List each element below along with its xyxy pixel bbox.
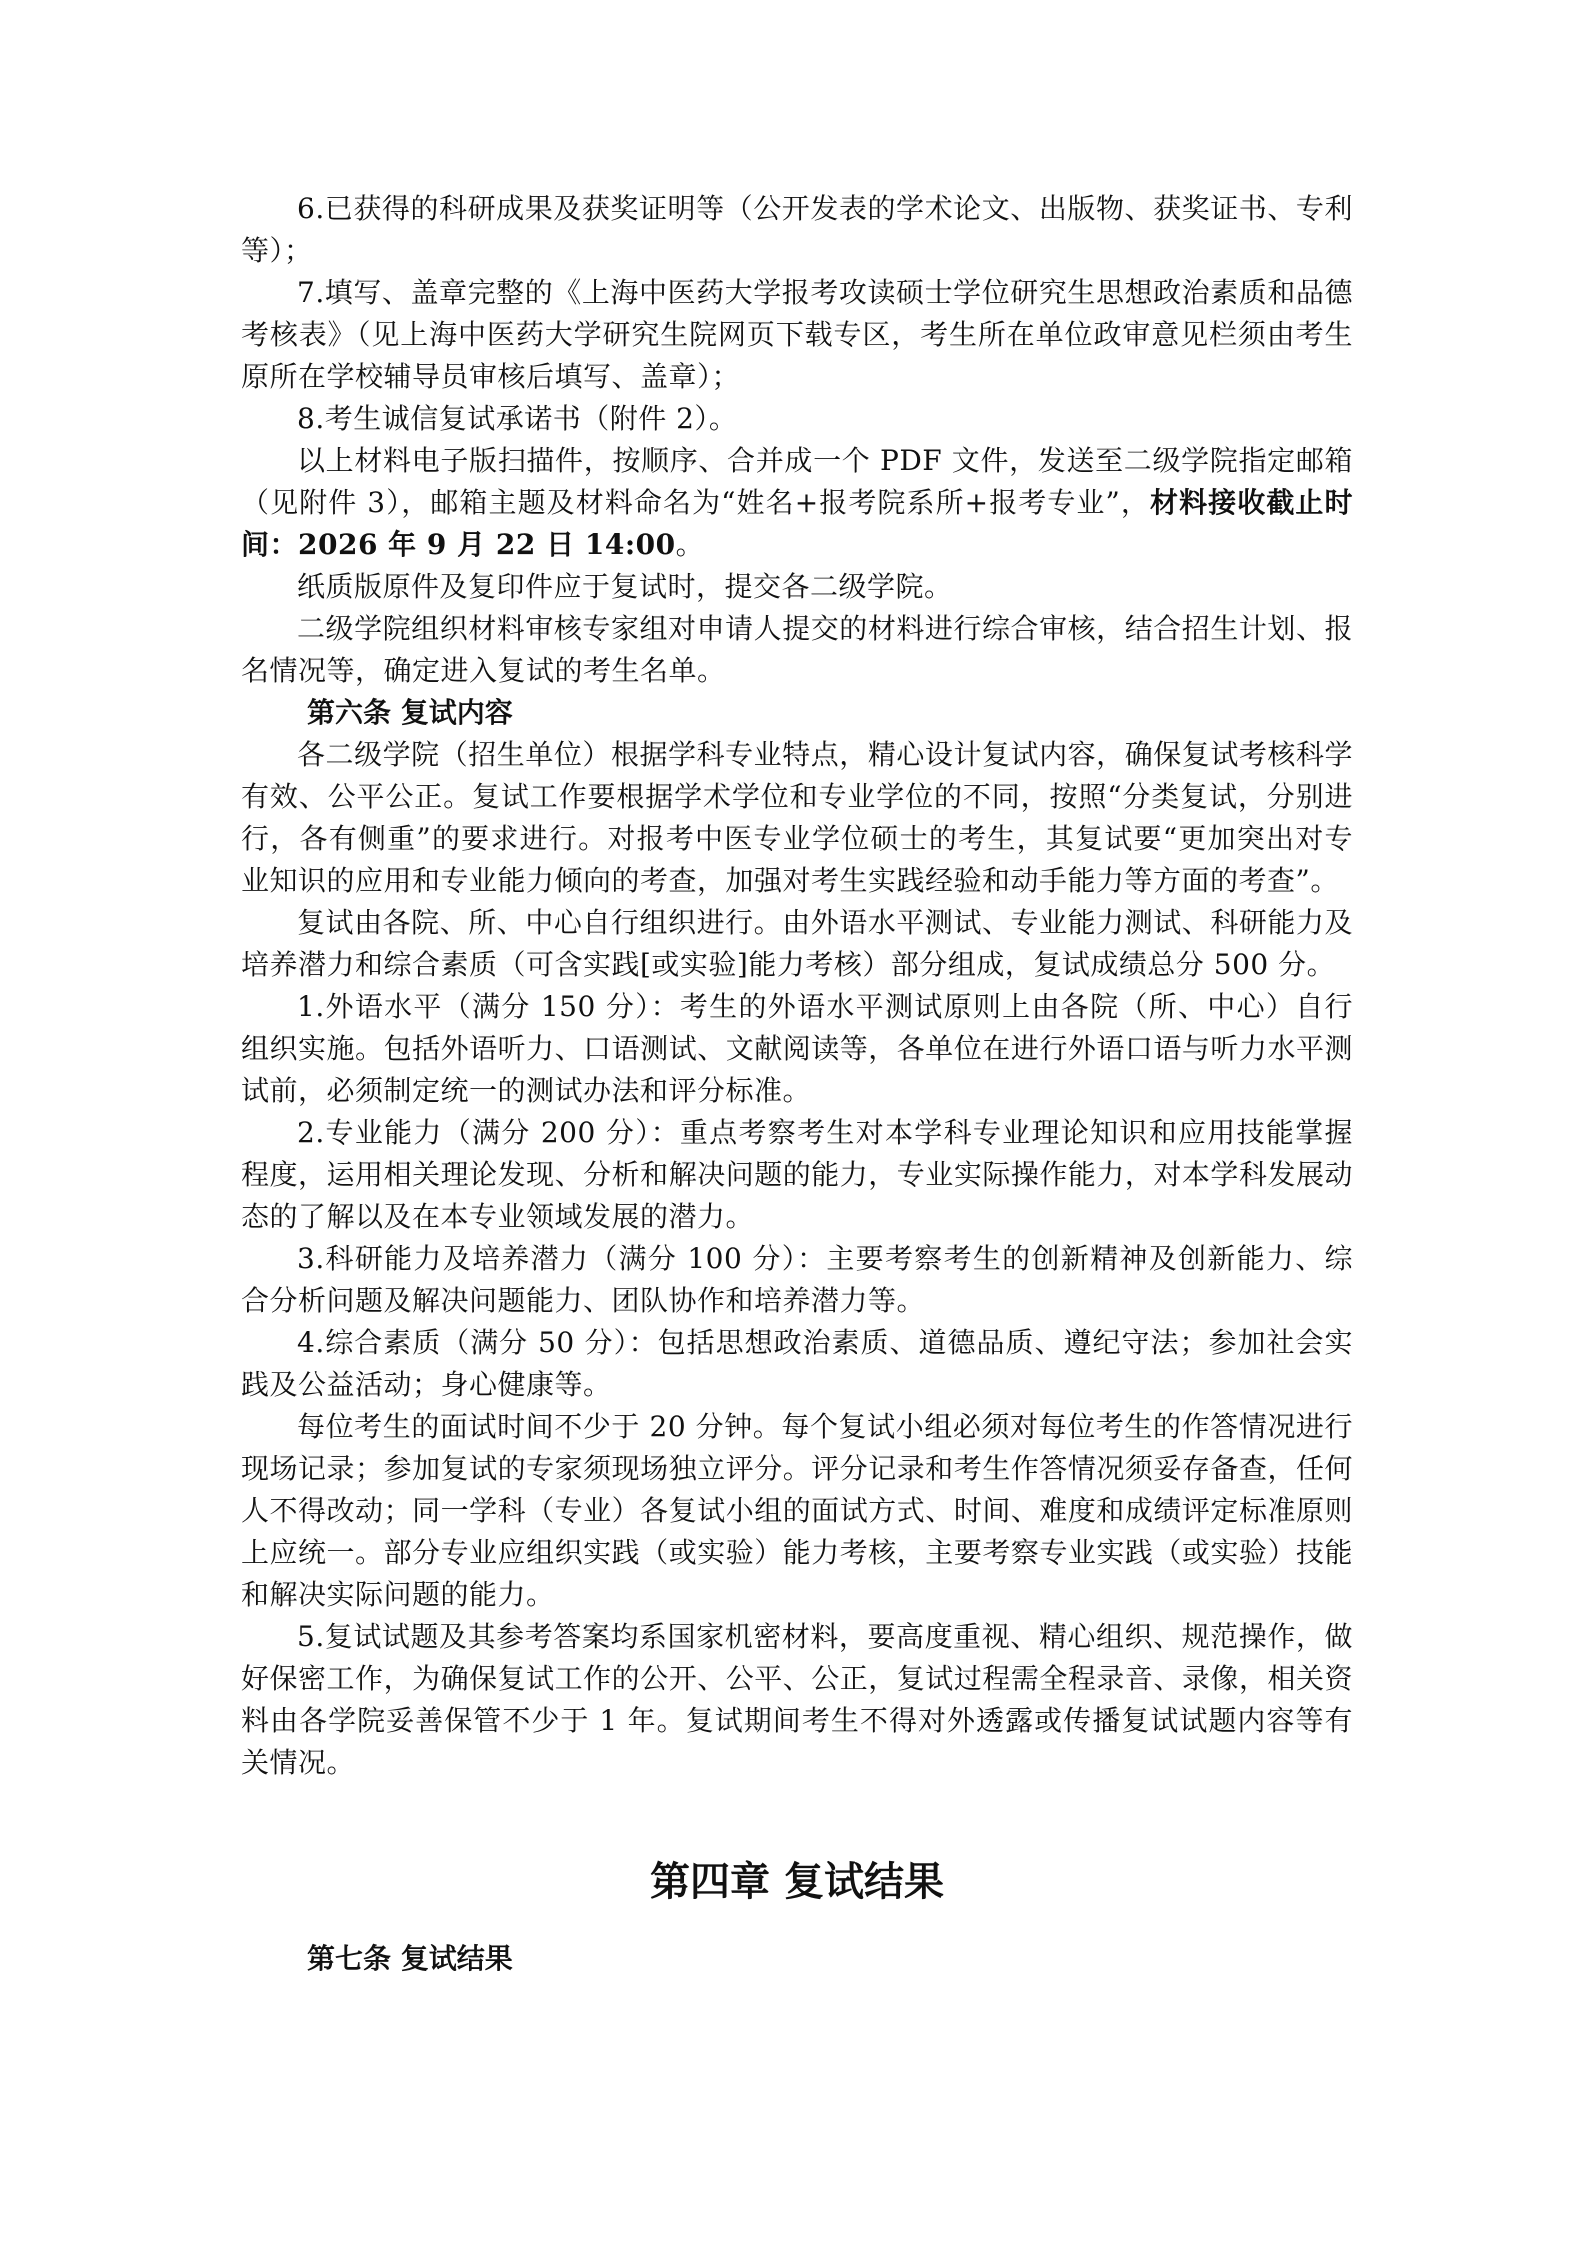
paragraph-item-7: 7.填写、盖章完整的《上海中医药大学报考攻读硕士学位研究生思想政治素质和品德考核表》（见上海中医药大学研究生院网页下载专区，考生所在单位政审意见栏须由考生原所在学校辅导员审核后填写、盖章）；	[241, 276, 1353, 393]
article-7-heading: 第七条 复试结果	[307, 1942, 513, 1975]
paragraph-research-ability: 3.科研能力及培养潜力（满分 100 分）：主要考察考生的创新精神及创新能力、综合分析问题及解决问题能力、团队协作和培养潜力等。	[241, 1242, 1353, 1317]
chapter-4-title: 第四章 复试结果	[650, 1859, 944, 1905]
paragraph-materials-submission	[241, 440, 1353, 566]
article-6-heading: 第六条 复试内容	[307, 696, 513, 729]
materials-tail: 。	[675, 528, 705, 561]
deadline-text: 材料接收截止时间：2026 年 9 月 22 日 14:00	[241, 486, 1353, 561]
paragraph-interview-time: 每位考生的面试时间不少于 20 分钟。每个复试小组必须对每位考生的作答情况进行现场记录；参加复试的专家须现场独立评分。评分记录和考生作答情况须妥存备查，任何人不得改动；同一学科（专业）各复试小组的面试方式、时间、难度和成绩评定标准原则上应统一。部分专业应组织实践（或实验）能力考核，主要考察专业实践（或实验）技能和解决实际问题的能力。	[241, 1410, 1353, 1611]
paragraph-confidentiality: 5.复试试题及其参考答案均系国家机密材料，要高度重视、精心组织、规范操作，做好保密工作，为确保复试工作的公开、公平、公正，复试过程需全程录音、录像，相关资料由各学院妥善保管不少于 1 年。复试期间考生不得对外透露或传播复试试题内容等有关情况。	[241, 1620, 1353, 1779]
paragraph-professional-ability: 2.专业能力（满分 200 分）：重点考察考生对本学科专业理论知识和应用技能掌握程度，运用相关理论发现、分析和解决问题的能力，专业实际操作能力，对本学科发展动态的了解以及在本专业领域发展的潜力。	[241, 1116, 1353, 1233]
paragraph-item-8: 8.考生诚信复试承诺书（附件 2）。	[297, 402, 738, 435]
materials-text: 以上材料电子版扫描件，按顺序、合并成一个 PDF 文件，发送至二级学院指定邮箱（见附件 3），邮箱主题及材料命名为“姓名+报考院系所+报考专业”，	[241, 444, 1353, 519]
paragraph-review-panel: 二级学院组织材料审核专家组对申请人提交的材料进行综合审核，结合招生计划、报名情况等，确定进入复试的考生名单。	[241, 612, 1353, 687]
document-page	[241, 188, 1353, 1980]
paragraph-item-6: 6.已获得的科研成果及获奖证明等（公开发表的学术论文、出版物、获奖证书、专利等）；	[241, 192, 1353, 267]
paragraph-overall-quality: 4.综合素质（满分 50 分）：包括思想政治素质、道德品质、遵纪守法；参加社会实践及公益活动；身心健康等。	[241, 1326, 1353, 1401]
paragraph-retest-design: 各二级学院（招生单位）根据学科专业特点，精心设计复试内容，确保复试考核科学有效、公平公正。复试工作要根据学术学位和专业学位的不同，按照“分类复试，分别进行，各有侧重”的要求进行。对报考中医专业学位硕士的考生，其复试要“更加突出对专业知识的应用和专业能力倾向的考查，加强对考生实践经验和动手能力等方面的考查”。	[241, 738, 1353, 897]
paragraph-foreign-language: 1.外语水平（满分 150 分）：考生的外语水平测试原则上由各院（所、中心）自行组织实施。包括外语听力、口语测试、文献阅读等，各单位在进行外语口语与听力水平测试前，必须制定统一的测试办法和评分标准。	[241, 990, 1353, 1107]
paragraph-paper-copies: 纸质版原件及复印件应于复试时，提交各二级学院。	[297, 570, 953, 603]
paragraph-retest-composition: 复试由各院、所、中心自行组织进行。由外语水平测试、专业能力测试、科研能力及培养潜力和综合素质（可含实践[或实验]能力考核）部分组成，复试成绩总分 500 分。	[241, 906, 1353, 981]
